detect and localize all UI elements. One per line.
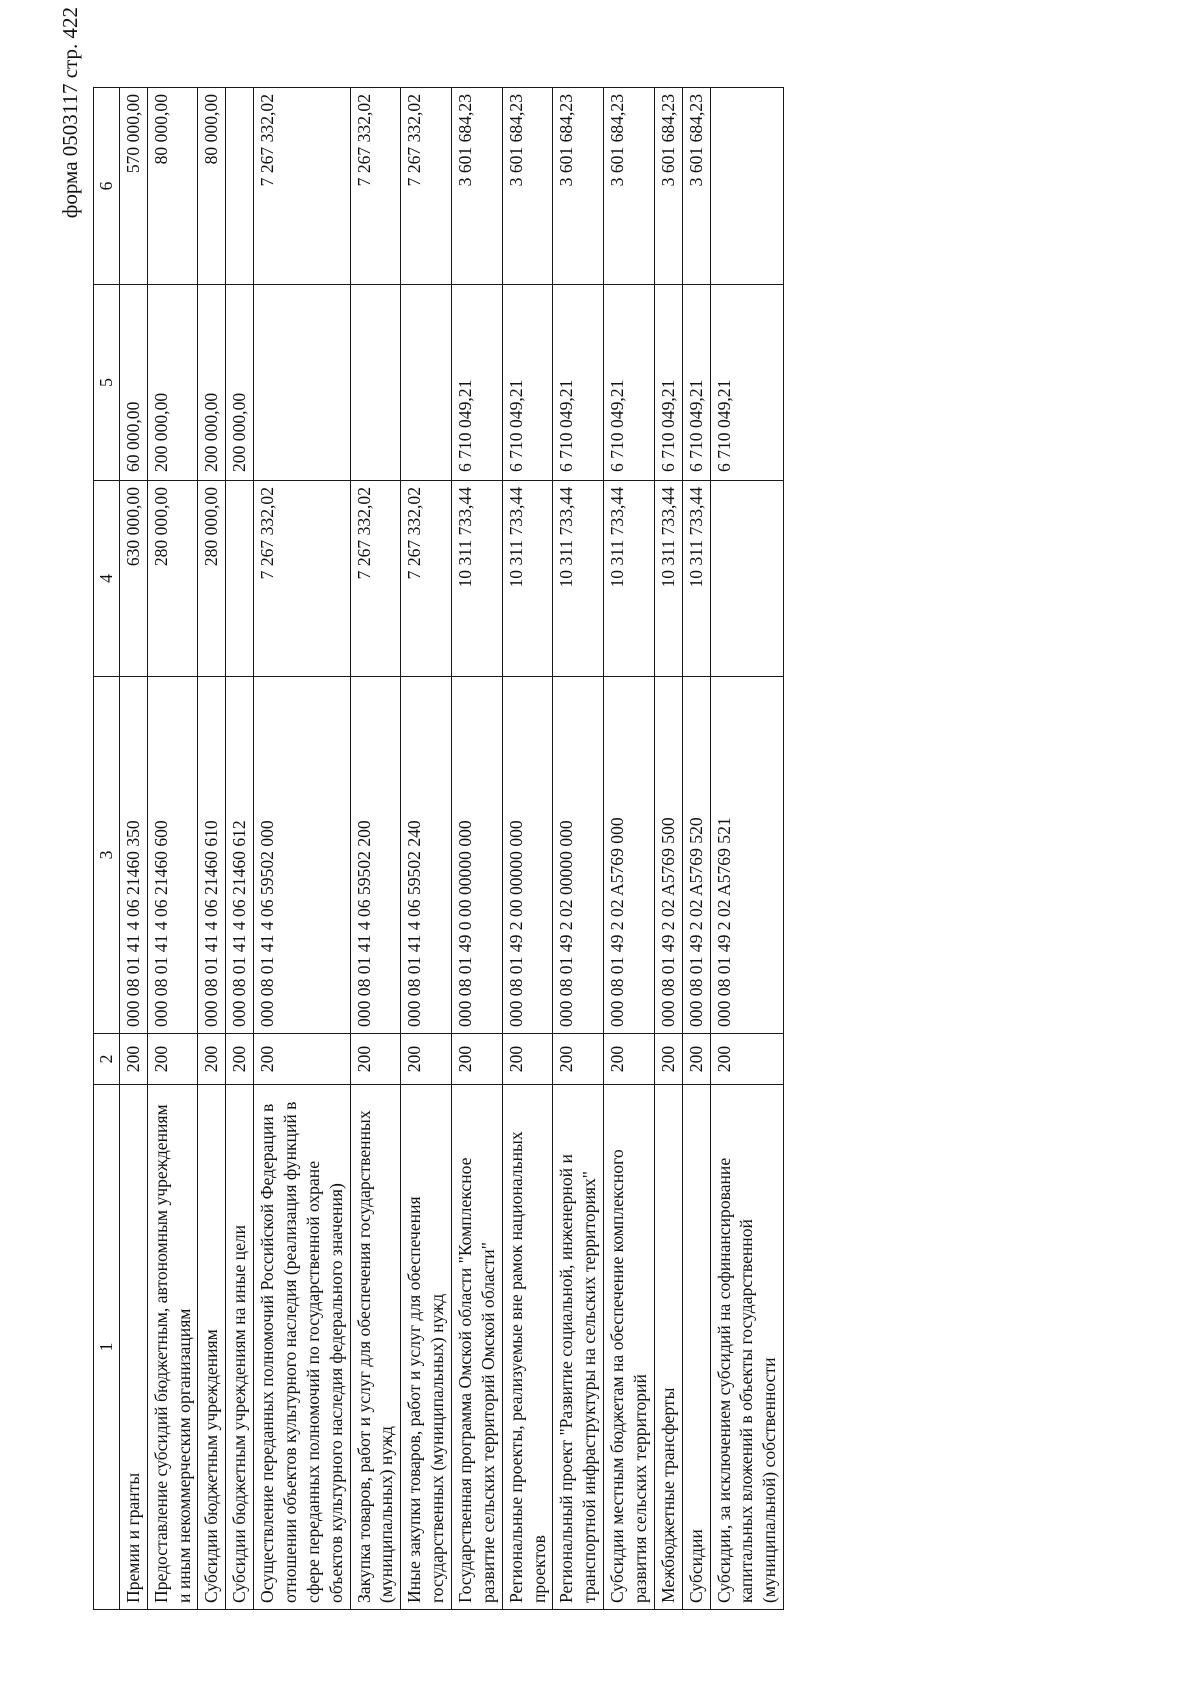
row-line-code: 200 bbox=[710, 1034, 784, 1085]
row-col6-value: 3 601 684,23 bbox=[682, 88, 710, 285]
row-col6-value: 7 267 332,02 bbox=[350, 88, 401, 285]
row-col4-value: 10 311 733,44 bbox=[604, 481, 655, 677]
row-budget-code: 000 08 01 41 4 06 59502 240 bbox=[401, 677, 452, 1034]
table-body bbox=[119, 88, 783, 1610]
row-budget-code: 000 08 01 41 4 06 21460 610 bbox=[198, 677, 226, 1034]
row-line-code: 200 bbox=[452, 1034, 503, 1085]
row-col6-value: 7 267 332,02 bbox=[401, 88, 452, 285]
column-number-row bbox=[94, 88, 120, 1610]
row-name: Иные закупки товаров, работ и услуг для обеспечения государственных (муниципальных) нужд bbox=[401, 1085, 452, 1610]
row-budget-code: 000 08 01 41 4 06 59502 200 bbox=[350, 677, 401, 1034]
table-row bbox=[147, 88, 198, 1610]
report-table bbox=[93, 87, 784, 1610]
row-name: Субсидии местным бюджетам на обеспечение комплексного развития сельских территорий bbox=[604, 1085, 655, 1610]
row-budget-code: 000 08 01 41 4 06 59502 000 bbox=[254, 677, 350, 1034]
row-col6-value: 3 601 684,23 bbox=[553, 88, 604, 285]
row-col4-value: 280 000,00 bbox=[147, 481, 198, 677]
row-col5-value bbox=[254, 285, 350, 481]
row-col6-value: 3 601 684,23 bbox=[604, 88, 655, 285]
row-col5-value: 200 000,00 bbox=[226, 285, 254, 481]
row-col5-value bbox=[350, 285, 401, 481]
row-name: Предоставление субсидий бюджетным, автономным учреждениям и иным некоммерческим организациям bbox=[147, 1085, 198, 1610]
row-name: Межбюджетные трансферты bbox=[654, 1085, 682, 1610]
row-col5-value: 6 710 049,21 bbox=[682, 285, 710, 481]
row-line-code: 200 bbox=[350, 1034, 401, 1085]
table-row bbox=[254, 88, 350, 1610]
table-row bbox=[198, 88, 226, 1610]
row-line-code: 200 bbox=[502, 1034, 553, 1085]
form-label: форма 0503117 стр. 422 bbox=[58, 7, 82, 219]
row-name: Субсидии, за исключением субсидий на софинансирование капитальных вложений в объекты государственной (муниципальной) собственности bbox=[710, 1085, 784, 1610]
row-col5-value: 60 000,00 bbox=[119, 285, 147, 481]
row-col5-value: 200 000,00 bbox=[198, 285, 226, 481]
table-row bbox=[654, 88, 682, 1610]
row-name: Региональный проект "Развитие социальной, инженерной и транспортной инфраструктуры на сельских территориях" bbox=[553, 1085, 604, 1610]
row-col4-value: 7 267 332,02 bbox=[254, 481, 350, 677]
row-col6-value: 7 267 332,02 bbox=[254, 88, 350, 285]
row-budget-code: 000 08 01 41 4 06 21460 600 bbox=[147, 677, 198, 1034]
table-row bbox=[604, 88, 655, 1610]
row-col5-value: 6 710 049,21 bbox=[710, 285, 784, 481]
row-name: Субсидии bbox=[682, 1085, 710, 1610]
row-col4-value: 280 000,00 bbox=[198, 481, 226, 677]
row-col6-value: 80 000,00 bbox=[147, 88, 198, 285]
row-budget-code: 000 08 01 49 2 02 A5769 500 bbox=[654, 677, 682, 1034]
row-col5-value: 6 710 049,21 bbox=[502, 285, 553, 481]
row-name: Субсидии бюджетным учреждениям bbox=[198, 1085, 226, 1610]
table-row bbox=[119, 88, 147, 1610]
row-line-code: 200 bbox=[119, 1034, 147, 1085]
row-col4-value: 630 000,00 bbox=[119, 481, 147, 677]
row-col5-value: 6 710 049,21 bbox=[604, 285, 655, 481]
table-row bbox=[452, 88, 503, 1610]
table-row bbox=[502, 88, 553, 1610]
row-col4-value: 10 311 733,44 bbox=[452, 481, 503, 677]
row-line-code: 200 bbox=[226, 1034, 254, 1085]
column-number: 4 bbox=[94, 481, 120, 677]
table-row bbox=[553, 88, 604, 1610]
row-col5-value: 6 710 049,21 bbox=[553, 285, 604, 481]
row-line-code: 200 bbox=[682, 1034, 710, 1085]
table-row bbox=[350, 88, 401, 1610]
row-col6-value bbox=[710, 88, 784, 285]
row-col4-value: 7 267 332,02 bbox=[401, 481, 452, 677]
row-col6-value: 3 601 684,23 bbox=[452, 88, 503, 285]
table-row bbox=[710, 88, 784, 1610]
row-budget-code: 000 08 01 49 2 02 00000 000 bbox=[553, 677, 604, 1034]
row-name: Региональные проекты, реализуемые вне рамок национальных проектов bbox=[502, 1085, 553, 1610]
row-name: Государственная программа Омской области "Комплексное развитие сельских территорий Омской области" bbox=[452, 1085, 503, 1610]
row-line-code: 200 bbox=[147, 1034, 198, 1085]
row-col6-value: 3 601 684,23 bbox=[654, 88, 682, 285]
column-number: 3 bbox=[94, 677, 120, 1034]
row-budget-code: 000 08 01 49 0 00 00000 000 bbox=[452, 677, 503, 1034]
row-budget-code: 000 08 01 49 2 02 A5769 521 bbox=[710, 677, 784, 1034]
row-col4-value: 10 311 733,44 bbox=[553, 481, 604, 677]
row-col6-value: 570 000,00 bbox=[119, 88, 147, 285]
row-col5-value: 200 000,00 bbox=[147, 285, 198, 481]
row-name: Закупка товаров, работ и услуг для обеспечения государственных (муниципальных) нужд bbox=[350, 1085, 401, 1610]
column-number: 2 bbox=[94, 1034, 120, 1085]
row-col6-value: 80 000,00 bbox=[198, 88, 226, 285]
row-line-code: 200 bbox=[198, 1034, 226, 1085]
row-col5-value: 6 710 049,21 bbox=[452, 285, 503, 481]
table-row bbox=[226, 88, 254, 1610]
row-col4-value: 10 311 733,44 bbox=[682, 481, 710, 677]
row-col4-value: 10 311 733,44 bbox=[502, 481, 553, 677]
row-col4-value: 10 311 733,44 bbox=[654, 481, 682, 677]
row-line-code: 200 bbox=[654, 1034, 682, 1085]
column-number: 1 bbox=[94, 1085, 120, 1610]
row-line-code: 200 bbox=[254, 1034, 350, 1085]
column-number: 6 bbox=[94, 88, 120, 285]
row-col4-value bbox=[710, 481, 784, 677]
row-line-code: 200 bbox=[401, 1034, 452, 1085]
row-col6-value: 3 601 684,23 bbox=[502, 88, 553, 285]
row-col5-value: 6 710 049,21 bbox=[654, 285, 682, 481]
row-col4-value: 7 267 332,02 bbox=[350, 481, 401, 677]
row-col4-value bbox=[226, 481, 254, 677]
row-col5-value bbox=[401, 285, 452, 481]
row-name: Субсидии бюджетным учреждениям на иные цели bbox=[226, 1085, 254, 1610]
row-line-code: 200 bbox=[604, 1034, 655, 1085]
row-budget-code: 000 08 01 49 2 02 A5769 000 bbox=[604, 677, 655, 1034]
table-row bbox=[682, 88, 710, 1610]
row-col6-value bbox=[226, 88, 254, 285]
row-budget-code: 000 08 01 41 4 06 21460 612 bbox=[226, 677, 254, 1034]
row-budget-code: 000 08 01 41 4 06 21460 350 bbox=[119, 677, 147, 1034]
row-name: Осуществление переданных полномочий Российской Федерации в отношении объектов культурного наследия (реализация функций в сфере переданных полномочий по государственной охране объектов культурного наследия федерального значения) bbox=[254, 1085, 350, 1610]
row-budget-code: 000 08 01 49 2 00 00000 000 bbox=[502, 677, 553, 1034]
column-number: 5 bbox=[94, 285, 120, 481]
row-budget-code: 000 08 01 49 2 02 A5769 520 bbox=[682, 677, 710, 1034]
row-name: Премии и гранты bbox=[119, 1085, 147, 1610]
table-row bbox=[401, 88, 452, 1610]
row-line-code: 200 bbox=[553, 1034, 604, 1085]
